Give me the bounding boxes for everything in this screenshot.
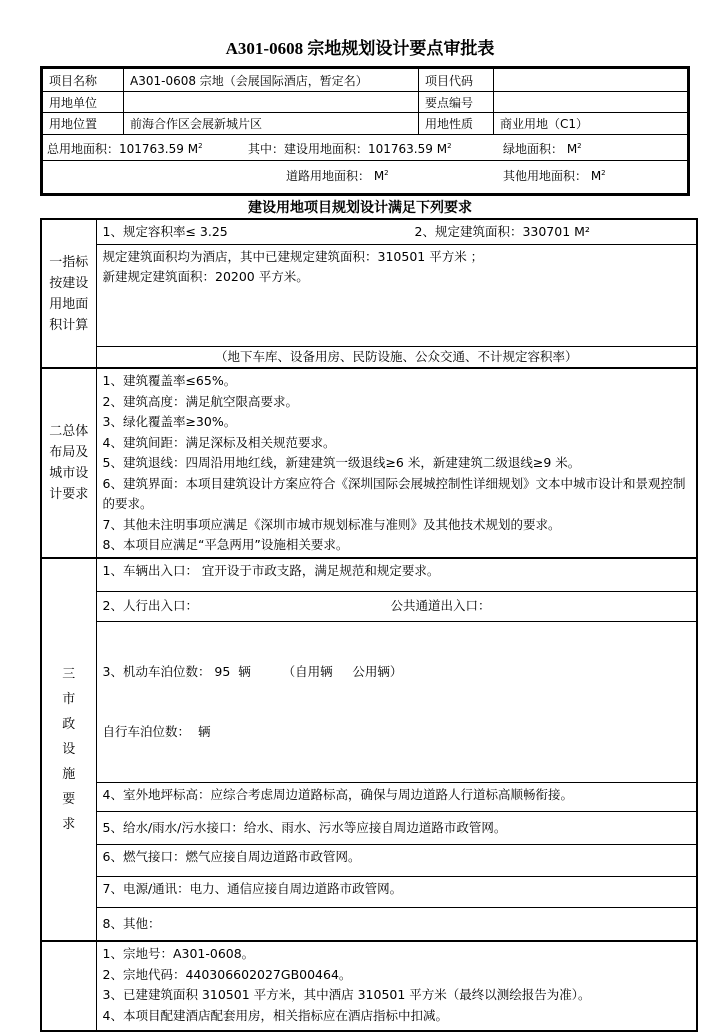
section-2-line: 3、绿化覆盖率≥30%。 [102,414,237,429]
public-passage-entrance: 公共通道出入口： [390,597,491,613]
section-1-note: （地下车库、设备用房、民防设施、公众交通、不计规定容积率） [96,346,697,368]
section-2-line: 2、建筑高度：满足航空限高要求。 [102,393,298,409]
power-telecom: 7、电源/通讯：电力、通信应接自周边道路市政管网。 [96,876,697,907]
section-2-line: 1、建筑覆盖率≤65%。 [102,373,237,388]
section-1-line: 规定建筑面积均为酒店，其中已建规定建筑面积：310501 平方米 ； [102,248,484,264]
table-row: 总用地面积：101763.59 $M^2$ 其中：建设用地面积：101763.59 $M^2$ 绿地面积： $M^2$ [42,135,689,161]
road-area: 道路用地面积： M [286,169,385,183]
table-row [41,907,697,941]
section-3-heading: 三市政设施要求 [41,558,96,941]
far-limit: 1、规定容积率≤ 3.25 [102,223,228,239]
table-row [41,219,697,244]
table-row [41,368,697,558]
section-2-heading: 二总体布局及城市设计要求 [41,368,96,558]
project-info-table [40,66,690,196]
ground-elevation: 4、室外地坪标高：应综合考虑周边道路标高，确保与周边道路人行道标高顺畅衔接。 [96,782,697,811]
table-row [42,68,689,92]
section-1-line: 新建规定建筑面积：20200 平方米。 [102,268,309,284]
nature-value: 商业用地（C1） [494,113,689,135]
bicycle-spaces: 自行车泊位数： 辆 [102,723,211,739]
build-area: 其中：建设用地面积：101763.59 M [248,142,448,156]
table-row [41,558,697,591]
gfa-limit: 2、规定建筑面积：330701 M² [414,224,590,239]
table-row: 道路用地面积： $M^2$ 其他用地面积： $M^2$ [42,161,689,195]
location-value: 前海合作区会展新城片区 [124,113,419,135]
section-4-line: 1、宗地号：A301-0608。 [102,946,255,961]
other-area: 其他用地面积： M [503,169,602,183]
land-unit-value [124,92,419,113]
table-row [42,113,689,135]
table-row [41,591,697,621]
location-label: 用地位置 [42,113,124,135]
table-row [41,782,697,811]
requirements-table [40,218,698,1032]
section-2-line: 5、建筑退线：四周沿用地红线，新建建筑一级退线≥6 米，新建建筑二级退线≥9 米。 [102,455,581,470]
section-4-line: 2、宗地代码：440306602027GB00464。 [102,966,352,982]
table-row [41,621,697,782]
table-row [41,844,697,876]
section-4-heading [41,941,96,1031]
point-no-label: 要点编号 [419,92,494,113]
project-name-label: 项目名称 [42,68,124,92]
vehicle-entrance: 1、车辆出入口： 宜开设于市政支路，满足规范和规定要求。 [96,558,697,591]
table-row [41,811,697,844]
table-row [41,941,697,1031]
total-area: 总用地面积：101763.59 M [47,142,199,156]
other-requirements: 8、其他： [96,907,697,941]
page-title: A301-0608 宗地规划设计要点审批表 [225,39,495,58]
section-2-line: 8、本项目应满足“平急两用”设施相关要求。 [102,537,349,552]
pedestrian-entrance: 2、人行出入口： [102,598,198,613]
land-unit-label: 用地单位 [42,92,124,113]
table-row [41,346,697,368]
gas-connection: 6、燃气接口：燃气应接自周边道路市政管网。 [96,844,697,876]
table-row [42,92,689,113]
section-1-heading: 一指标按建设用地面积计算 [41,219,96,368]
table-row [41,244,697,346]
section-4-line: 4、本项目配建酒店配套用房，相关指标应在酒店指标中扣减。 [102,1007,448,1023]
project-code-value [494,68,689,92]
section-4-line: 3、已建建筑面积 310501 平方米，其中酒店 310501 平方米（最终以测绘报告为准）。 [102,987,591,1002]
green-area: 绿地面积： M [503,142,578,156]
section-2-line: 7、其他未注明事项应满足《深圳市城市规划标准与准则》及其他技术规划的要求。 [102,516,561,532]
parking-spaces: 3、机动车泊位数： 95 辆 （自用辆 公用辆） [102,663,403,679]
nature-label: 用地性质 [419,113,494,135]
section-2-line: 4、建筑间距：满足深标及相关规范要求。 [102,434,336,450]
section-2-line: 6、建筑界面：本项目建筑设计方案应符合《深圳国际会展城控制性详细规划》文本中城市设计和景观控制的要求。 [102,475,686,511]
project-code-label: 项目代码 [419,68,494,92]
table-row [41,876,697,907]
section-subtitle: 建设用地项目规划设计满足下列要求 [248,201,472,216]
water-connection: 5、给水/雨水/污水接口：给水、雨水、污水等应接自周边道路市政管网。 [96,811,697,844]
project-name-value: A301-0608 宗地（会展国际酒店，暂定名） [124,68,419,92]
point-no-value [494,92,689,113]
